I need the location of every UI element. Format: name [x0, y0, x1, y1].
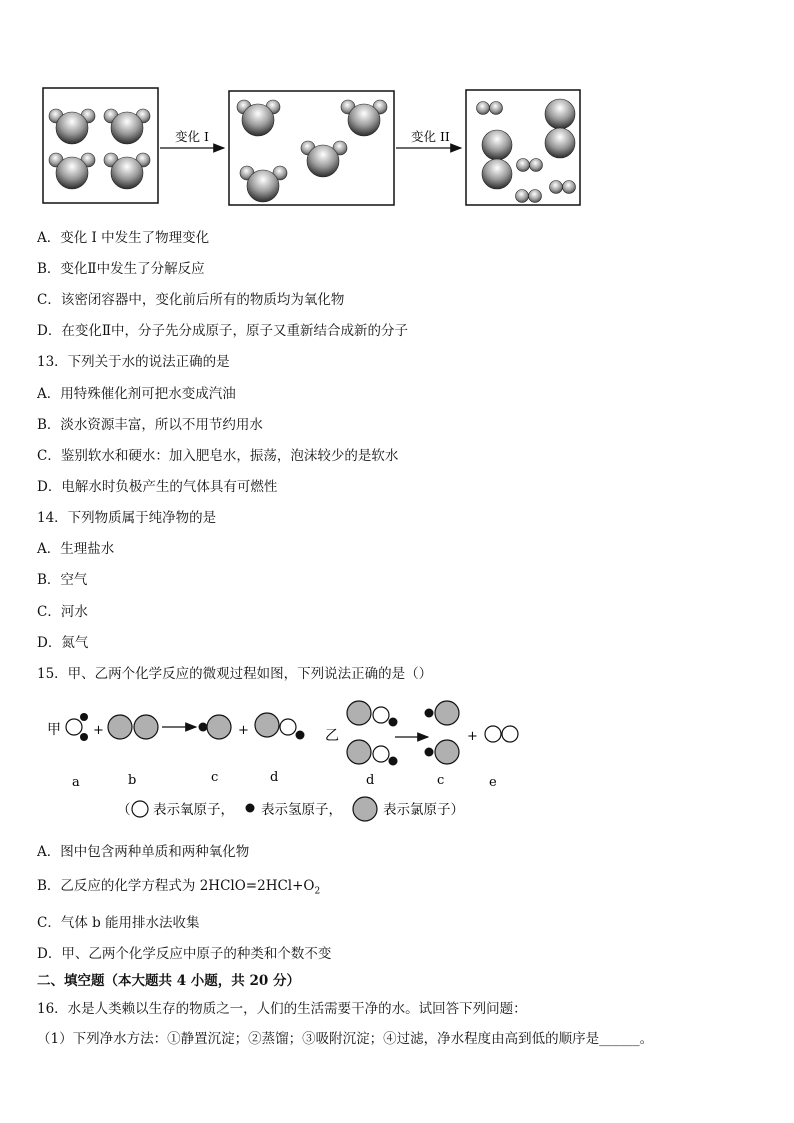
- q15-stem: 15．甲、乙两个化学反应的微观过程如图，下列说法正确的是（）: [37, 666, 433, 682]
- box-before: [43, 88, 158, 203]
- q16-sub1: （1）下列净水方法：①静置沉淀；②蒸馏；③吸附沉淀；④过滤，净水程度由高到低的顺序是______。: [37, 1031, 654, 1047]
- q15-option-b-subscript: 2: [314, 886, 321, 897]
- q12-option-b: B．变化Ⅱ中发生了分解反应: [37, 261, 205, 277]
- legend-open-paren: （: [117, 802, 131, 818]
- label-yi: 乙: [325, 728, 339, 744]
- q12-option-d: D．在变化Ⅱ中，分子先分成原子，原子又重新结合成新的分子: [37, 323, 408, 339]
- legend-hydrogen-text: 表示氢原子，: [261, 802, 342, 818]
- q14-option-c: C．河水: [37, 604, 88, 620]
- molecule-d-1: [255, 713, 305, 740]
- letter-e: e: [489, 775, 497, 790]
- molecule-d-2: [347, 701, 398, 766]
- q15-option-c: C．气体 b 能用排水法收集: [37, 915, 200, 931]
- plus-2: +: [238, 723, 249, 738]
- label-jia: 甲: [47, 722, 61, 738]
- q14-option-d: D．氮气: [37, 635, 89, 651]
- molecule-b: [108, 715, 158, 739]
- q13-stem: 13．下列关于水的说法正确的是: [37, 354, 230, 370]
- q13-option-c: C．鉴别软水和硬水：加入肥皂水，振荡，泡沫较少的是软水: [37, 448, 399, 464]
- molecule-e: [485, 726, 518, 742]
- legend-chlorine-text: 表示氯原子）: [383, 802, 464, 818]
- plus-3: +: [467, 729, 478, 744]
- letter-c-2: c: [437, 773, 445, 788]
- q15-option-d: D．甲、乙两个化学反应中原子的种类和个数不变: [37, 946, 332, 962]
- q15-option-b: [37, 877, 320, 901]
- plus-1: +: [93, 723, 104, 738]
- arrow2-label: 变化 II: [411, 129, 450, 144]
- q14-option-b: B．空气: [37, 572, 88, 588]
- legend-hydrogen-icon: [246, 804, 255, 813]
- figure-molecular-change: [0, 0, 794, 220]
- legend-oxygen-text: 表示氧原子，: [153, 802, 234, 818]
- q15-option-b-text: B．乙反应的化学方程式为 2HClO=2HCl+O: [37, 878, 315, 894]
- section2-heading: 二、填空题（本大题共 4 小题，共 20 分）: [37, 973, 300, 989]
- letter-c-1: c: [211, 770, 219, 785]
- q13-option-a: A．用特殊催化剂可把水变成汽油: [37, 386, 236, 402]
- q12-option-a: A．变化 I 中发生了物理变化: [37, 230, 210, 246]
- legend-chlorine-icon: [353, 797, 377, 821]
- q13-option-b: B．淡水资源丰富，所以不用节约用水: [37, 417, 263, 433]
- letter-d-1: d: [270, 770, 279, 785]
- molecule-a: [66, 713, 88, 741]
- letter-b: b: [128, 773, 137, 788]
- q14-option-a: A．生理盐水: [37, 541, 115, 557]
- letter-d-2: d: [366, 773, 375, 788]
- arrow1-label: 变化 I: [175, 129, 209, 144]
- letter-a: a: [72, 775, 80, 790]
- q13-option-d: D．电解水时负极产生的气体具有可燃性: [37, 479, 278, 495]
- molecule-c-1: [199, 715, 232, 739]
- q14-stem: 14．下列物质属于纯净物的是: [37, 510, 217, 526]
- legend-oxygen-icon: [132, 801, 148, 817]
- q15-option-a: A．图中包含两种单质和两种氧化物: [37, 844, 250, 860]
- q12-option-c: C．该密闭容器中，变化前后所有的物质均为氧化物: [37, 292, 345, 308]
- q16-stem: 16．水是人类赖以生存的物质之一，人们的生活需要干净的水。试回答下列问题：: [37, 1001, 527, 1017]
- molecule-c-2: [425, 701, 460, 764]
